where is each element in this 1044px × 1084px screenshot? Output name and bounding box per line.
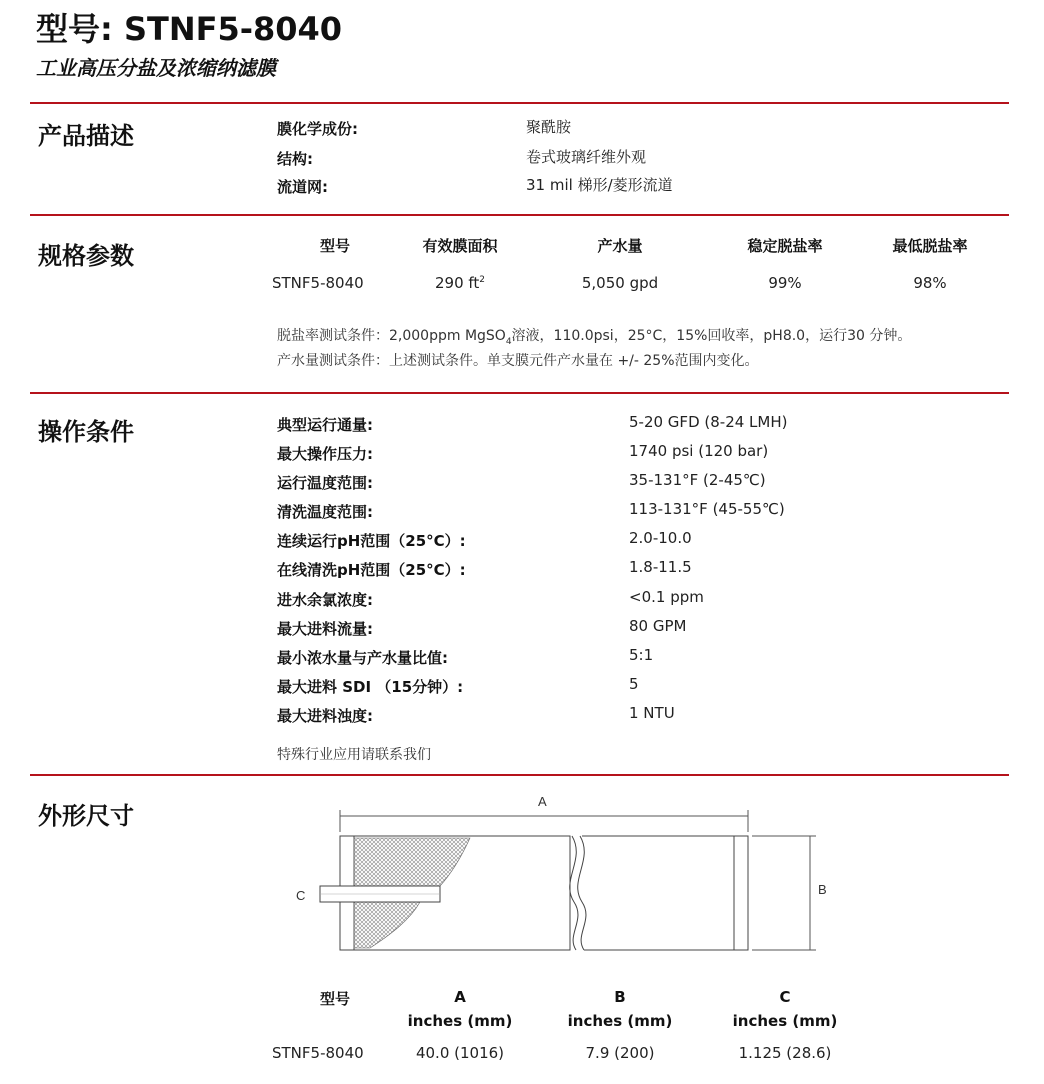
dimension-b-label: B: [818, 882, 827, 897]
operating-value: 80 GPM: [629, 617, 687, 635]
description-value: 卷式玻璃纤维外观: [526, 148, 647, 166]
element-dimension-diagram: [290, 790, 850, 970]
specs-header-flow: 产水量: [597, 237, 643, 255]
operating-label: 进水余氯浓度:: [277, 591, 373, 609]
section-heading-description: 产品描述: [38, 122, 134, 150]
operating-label: 在线清洗pH范围（25°C）:: [277, 561, 466, 579]
operating-value: 5-20 GFD (8-24 LMH): [629, 413, 788, 431]
specs-cell-min-rejection: 98%: [913, 274, 947, 292]
section-heading-dimensions: 外形尺寸: [38, 802, 134, 830]
operating-label: 连续运行pH范围（25°C）:: [277, 532, 466, 550]
operating-value: 1.8-11.5: [629, 558, 692, 576]
operating-value: 35-131°F (2-45℃): [629, 471, 766, 489]
operating-value: 1740 psi (120 bar): [629, 442, 769, 460]
operating-label: 最大进料浊度:: [277, 707, 373, 725]
section-heading-specs: 规格参数: [38, 242, 134, 270]
dim-header-a-units: inches (mm): [407, 1012, 513, 1030]
page-subtitle: 工业高压分盐及浓缩纳滤膜: [36, 56, 276, 80]
section-divider: [30, 774, 1009, 776]
dimension-c-label: C: [296, 888, 306, 903]
page-title: 型号: STNF5-8040: [36, 10, 343, 48]
dim-header-c-units: inches (mm): [732, 1012, 838, 1030]
dim-cell-b: 7.9 (200): [585, 1044, 655, 1062]
operating-value: <0.1 ppm: [629, 588, 704, 606]
specs-cell-stable-rejection: 99%: [768, 274, 802, 292]
dim-header-b: B: [614, 988, 626, 1006]
specs-flow-note: 产水量测试条件：上述测试条件。单支膜元件产水量在 +/- 25%范围内变化。: [277, 353, 759, 369]
specs-cell-area: 290 $ft^2$: [434, 274, 486, 292]
specs-test-note: 脱盐率测试条件：2,000ppm MgSO$_4$溶液，110.0psi，25°C，15%回收率，pH8.0，运行30 分钟。: [277, 328, 912, 347]
dim-cell-model: STNF5-8040: [272, 1044, 364, 1062]
operating-note: 特殊行业应用请联系我们: [277, 747, 431, 763]
description-label: 膜化学成份:: [277, 120, 358, 138]
specs-header-min-rejection: 最低脱盐率: [892, 237, 968, 255]
operating-value: 5:1: [629, 646, 654, 664]
operating-value: 1 NTU: [629, 704, 675, 722]
specs-cell-flow: 5,050 gpd: [581, 274, 659, 292]
section-divider: [30, 392, 1009, 394]
operating-label: 最大进料流量:: [277, 620, 373, 638]
section-heading-operating: 操作条件: [38, 418, 134, 446]
operating-label: 最大操作压力:: [277, 445, 373, 463]
operating-label: 运行温度范围:: [277, 474, 373, 492]
specs-header-stable-rejection: 稳定脱盐率: [747, 237, 823, 255]
operating-label: 典型运行通量:: [277, 416, 373, 434]
dim-header-c: C: [779, 988, 791, 1006]
description-label: 流道网:: [277, 178, 328, 196]
operating-label: 最大进料 SDI （15分钟）:: [277, 678, 464, 696]
operating-value: 2.0-10.0: [629, 529, 692, 547]
dimension-a-label: A: [538, 794, 547, 809]
operating-value: 5: [629, 675, 639, 693]
specs-header-model: 型号: [319, 237, 350, 255]
section-divider: [30, 214, 1009, 216]
dim-cell-a: 40.0 (1016): [415, 1044, 505, 1062]
specs-cell-model: STNF5-8040: [272, 274, 364, 292]
dim-header-b-units: inches (mm): [567, 1012, 673, 1030]
dim-header-a: A: [454, 988, 466, 1006]
description-value: 聚酰胺: [526, 118, 572, 136]
section-divider: [30, 102, 1009, 104]
operating-value: 113-131°F (45-55℃): [629, 500, 785, 518]
dim-header-model: 型号: [319, 990, 350, 1008]
description-value: 31 mil 梯形/菱形流道: [526, 176, 673, 194]
description-label: 结构:: [277, 150, 313, 168]
dim-cell-c: 1.125 (28.6): [738, 1044, 832, 1062]
operating-label: 最小浓水量与产水量比值:: [277, 649, 448, 667]
specs-header-area: 有效膜面积: [422, 237, 498, 255]
operating-label: 清洗温度范围:: [277, 503, 373, 521]
